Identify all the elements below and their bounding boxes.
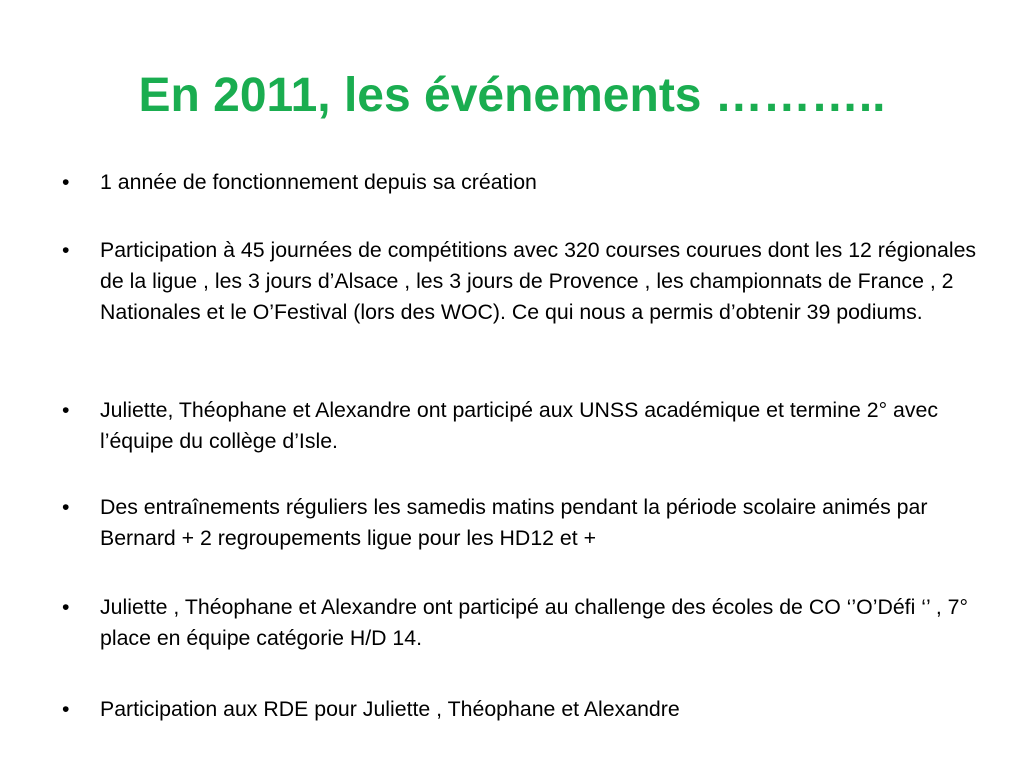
bullet-text: 1 année de fonctionnement depuis sa création [100,170,537,194]
bullet-dot-icon: • [62,697,70,721]
bullet-text: Juliette, Théophane et Alexandre ont participé aux UNSS académique et termine 2° avec l’équipe du collège d’Isle. [100,398,939,453]
bullet-dot-icon: • [62,238,70,262]
bullet-text: Des entraînements réguliers les samedis matins pendant la période scolaire animés par Bernard + 2 regroupements ligue pour les HD12 et + [100,495,928,550]
bullet-dot-icon: • [62,398,70,422]
bullet-dot-icon: • [62,170,70,194]
bullet-item [62,592,982,654]
bullet-item [62,235,982,328]
bullet-item [62,694,982,725]
slide-title: En 2011, les événements ……….. [138,69,886,122]
bullet-item [62,492,982,554]
bullet-dot-icon: • [62,495,70,519]
bullet-dot-icon: • [62,595,70,619]
bullet-item [62,167,982,198]
bullet-text: Juliette , Théophane et Alexandre ont participé au challenge des écoles de CO ‘’O’Défi ‘’ , 7° place en équipe catégorie H/D 14. [100,595,969,650]
bullet-text: Participation à 45 journées de compétitions avec 320 courses courues dont les 12 régionales de la ligue , les 3 jours d’Alsace , les 3 jours de Provence , les championnats de France , 2 Nationales et le O’Festival (lors des WOC). Ce qui nous a permis d’obtenir 39 podiums. [100,238,977,324]
bullet-item [62,395,982,457]
bullet-text: Participation aux RDE pour Juliette , Théophane et Alexandre [100,697,680,721]
